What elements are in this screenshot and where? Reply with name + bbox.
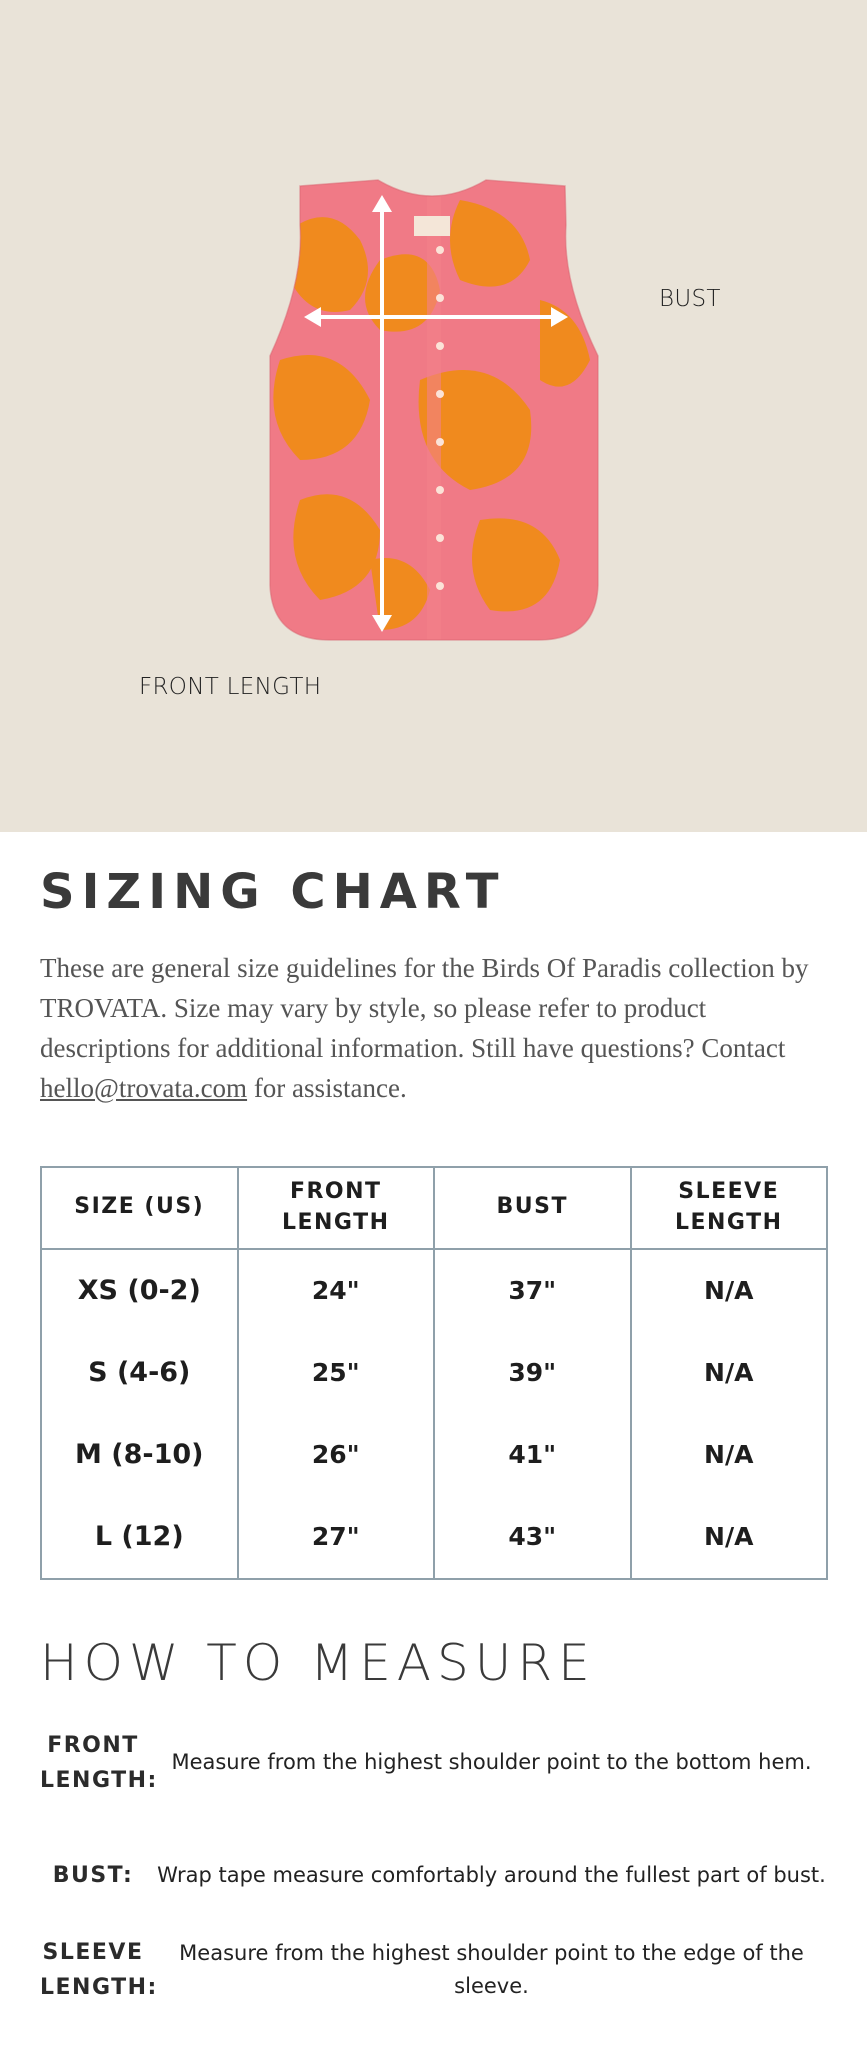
front-length-cell: 27"	[238, 1496, 435, 1579]
sizing-description	[40, 948, 827, 1108]
measure-definition: Wrap tape measure comfortably around the fullest part of bust.	[157, 1862, 826, 1887]
header-bust: BUST	[434, 1167, 631, 1249]
size-cell: XS (0-2)	[41, 1249, 238, 1332]
table-row	[41, 1496, 827, 1579]
sleeve-length-cell: N/A	[631, 1414, 828, 1496]
measure-definition: Measure from the highest shoulder point to the edge of the sleeve.	[179, 1940, 804, 1998]
measure-item-bust	[40, 1858, 827, 1893]
front-length-cell: 24"	[238, 1249, 435, 1332]
table-row	[41, 1249, 827, 1332]
sleeve-length-cell: N/A	[631, 1496, 828, 1579]
desc-text-end: for assistance.	[247, 1072, 407, 1103]
header-sleeve-length: SLEEVE LENGTH	[631, 1167, 828, 1249]
bust-cell: 39"	[434, 1332, 631, 1414]
front-length-label: FRONT LENGTH	[139, 674, 322, 700]
shirt-body	[260, 170, 610, 650]
header-front-length: FRONT LENGTH	[238, 1167, 435, 1249]
bust-label: BUST	[659, 286, 721, 312]
sleeve-length-cell: N/A	[631, 1332, 828, 1414]
size-cell: L (12)	[41, 1496, 238, 1579]
measure-term: SLEEVE LENGTH:	[40, 1939, 158, 2000]
sizing-content	[0, 864, 867, 2005]
how-to-measure-title: HOW TO MEASURE	[40, 1633, 596, 1692]
size-table	[40, 1166, 828, 1580]
front-length-cell: 25"	[238, 1332, 435, 1414]
table-header-row	[41, 1167, 827, 1249]
measure-definition: Measure from the highest shoulder point to the bottom hem.	[171, 1750, 812, 1775]
front-length-cell: 26"	[238, 1414, 435, 1496]
sizing-chart-title: SIZING CHART	[40, 864, 506, 920]
desc-text: These are general size guidelines for the Birds Of Paradis collection by TROVATA. Size may vary by style, so please refer to product descriptions for additional information. Still have questions? Contact	[40, 952, 809, 1063]
table-row	[41, 1332, 827, 1414]
bust-cell: 37"	[434, 1249, 631, 1332]
label-tag	[414, 216, 450, 236]
header-size: SIZE (US)	[41, 1167, 238, 1249]
bust-cell: 43"	[434, 1496, 631, 1579]
garment-illustration	[0, 0, 867, 832]
measure-item-front-length	[40, 1728, 827, 1798]
measure-item-sleeve-length	[40, 1935, 827, 2005]
bust-cell: 41"	[434, 1414, 631, 1496]
measure-term: BUST:	[52, 1862, 134, 1888]
measure-term: FRONT LENGTH:	[40, 1732, 158, 1793]
sleeve-length-cell: N/A	[631, 1249, 828, 1332]
size-cell: M (8-10)	[41, 1414, 238, 1496]
contact-email-link[interactable]: hello@trovata.com	[40, 1072, 248, 1103]
product-image-area	[0, 0, 867, 832]
size-cell: S (4-6)	[41, 1332, 238, 1414]
table-row	[41, 1414, 827, 1496]
